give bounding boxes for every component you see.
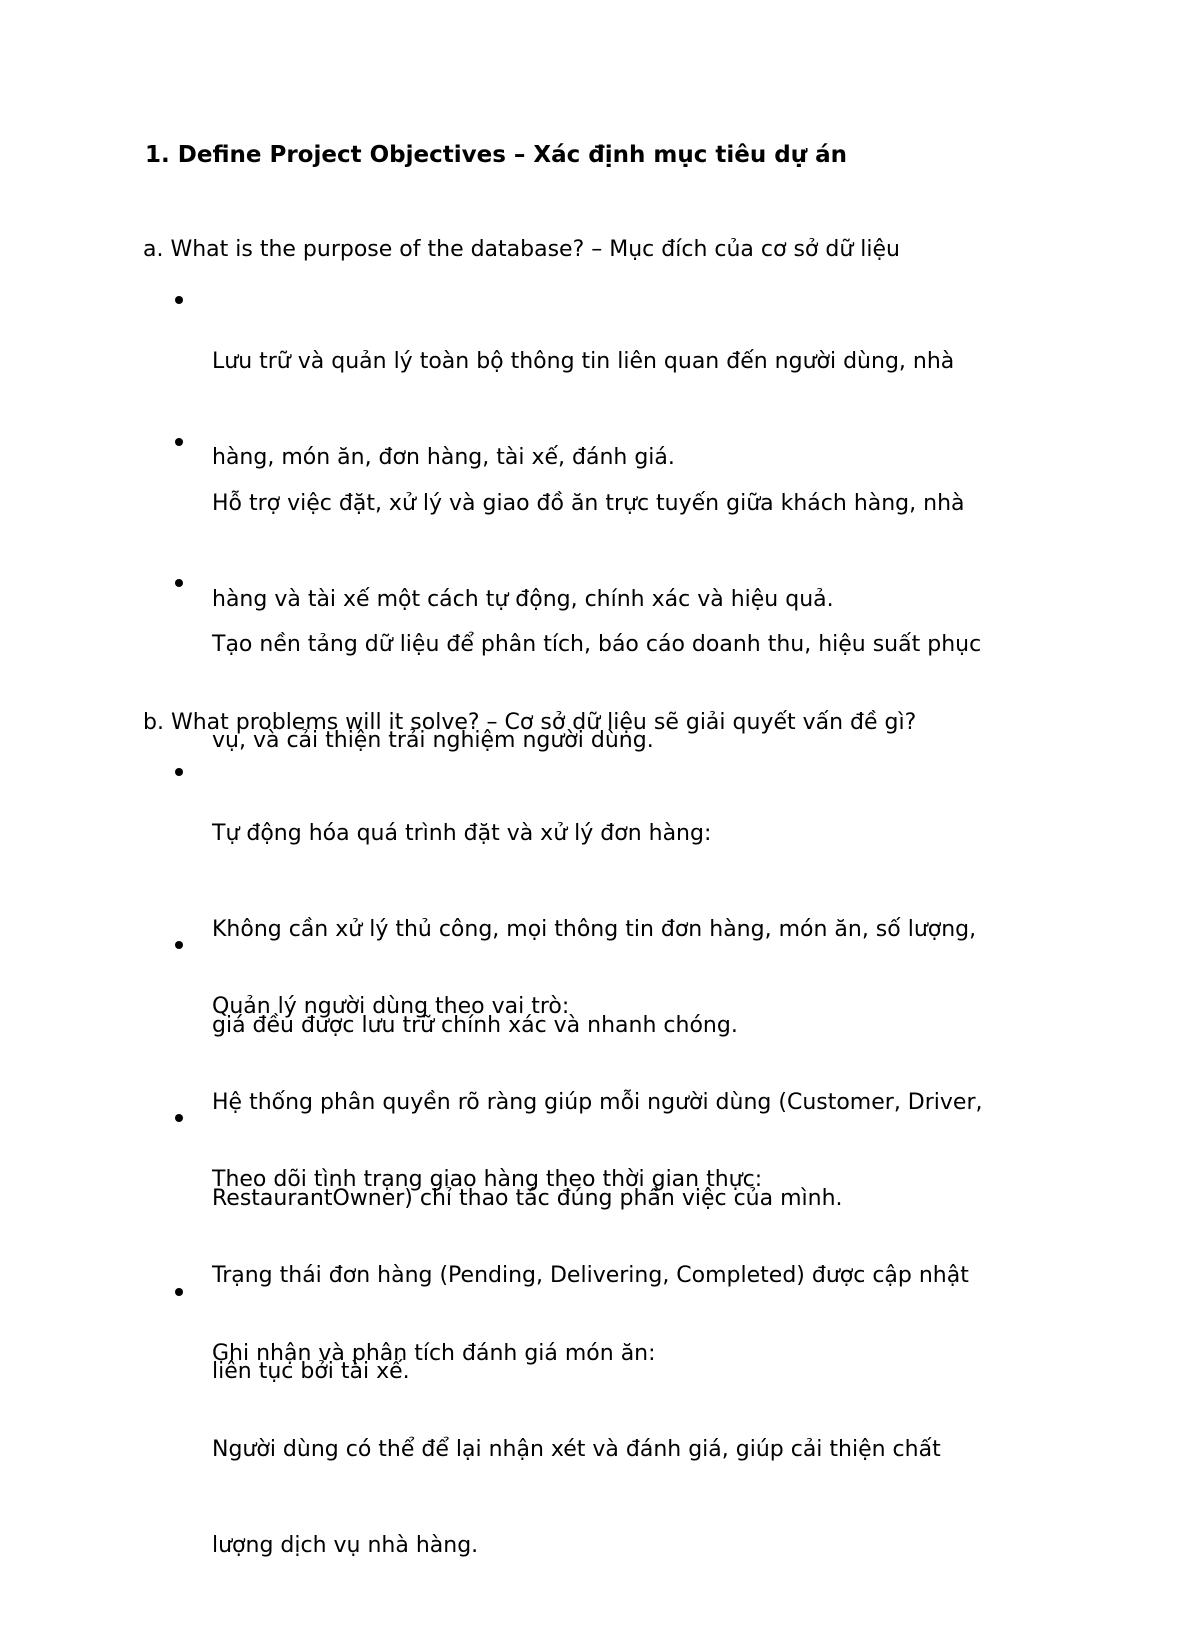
item-line: Người dùng có thể để lại nhận xét và đánh giá, giúp cải thiện chất [212, 1437, 941, 1462]
section-b-title: b. What problems will it solve? – Cơ sở dữ liệu sẽ giải quyết vấn đề gì? [143, 710, 917, 735]
document-heading: 1. Define Project Objectives – Xác định mục tiêu dự án [145, 142, 847, 168]
item-line: giá đều được lưu trữ chính xác và nhanh chóng. [212, 1013, 738, 1038]
bullet-icon [175, 1114, 183, 1122]
item-line: hàng, món ăn, đơn hàng, tài xế, đánh giá. [212, 445, 675, 470]
item-line: lượng dịch vụ nhà hàng. [212, 1533, 479, 1558]
item-line: Ghi nhận và phân tích đánh giá món ăn: [212, 1341, 656, 1366]
bullet-icon [175, 438, 183, 446]
item-line: Hỗ trợ việc đặt, xử lý và giao đồ ăn trực tuyến giữa khách hàng, nhà [212, 491, 965, 516]
item-line: Quản lý người dùng theo vai trò: [212, 994, 570, 1019]
bullet-icon [175, 579, 183, 587]
bullet-icon [175, 296, 183, 304]
bullet-icon [175, 768, 183, 776]
item-line: Tạo nền tảng dữ liệu để phân tích, báo cáo doanh thu, hiệu suất phục [212, 632, 982, 657]
section-a-title: a. What is the purpose of the database? – Mục đích của cơ sở dữ liệu [143, 237, 900, 262]
item-line: Hệ thống phân quyền rõ ràng giúp mỗi người dùng (Customer, Driver, [212, 1090, 983, 1115]
item-line: Tự động hóa quá trình đặt và xử lý đơn hàng: [212, 821, 712, 846]
problem-item-4 [175, 1274, 1075, 1626]
bullet-icon [175, 1288, 183, 1296]
item-line: RestaurantOwner) chỉ thao tác đúng phần việc của mình. [212, 1186, 843, 1211]
item-line: liên tục bởi tài xế. [212, 1359, 410, 1384]
item-line: Không cần xử lý thủ công, mọi thông tin đơn hàng, món ăn, số lượng, [212, 917, 977, 942]
bullet-icon [175, 941, 183, 949]
item-line: Trạng thái đơn hàng (Pending, Delivering, Completed) được cập nhật [212, 1263, 969, 1288]
item-line: vụ, và cải thiện trải nghiệm người dùng. [212, 728, 654, 753]
item-line: Lưu trữ và quản lý toàn bộ thông tin liên quan đến người dùng, nhà [212, 349, 955, 374]
item-line: hàng và tài xế một cách tự động, chính xác và hiệu quả. [212, 587, 834, 612]
item-line: Theo dõi tình trạng giao hàng theo thời gian thực: [212, 1167, 763, 1192]
